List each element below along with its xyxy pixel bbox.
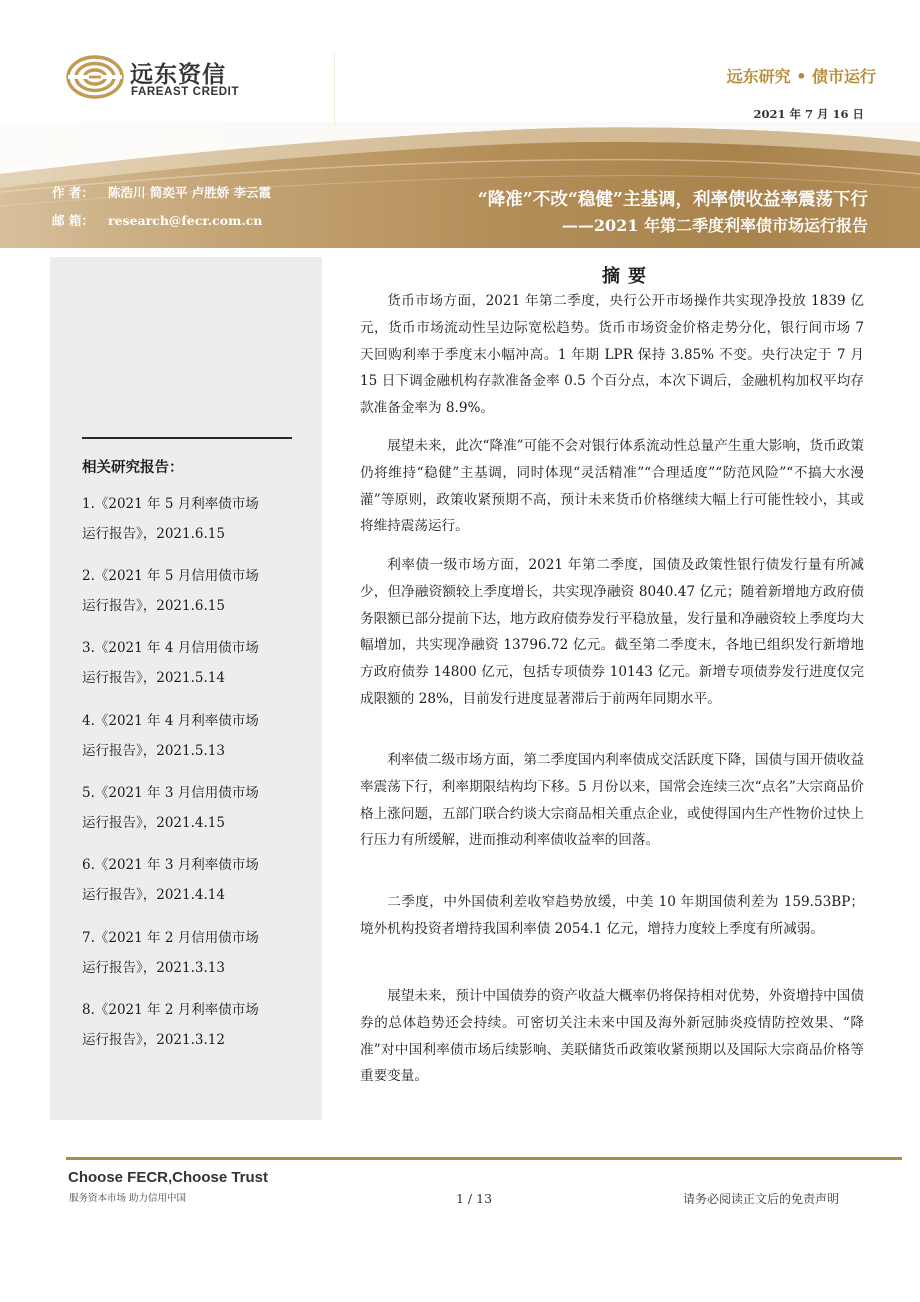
abstract-paragraph: 二季度，中外国债利差收窄趋势放缓，中美 10 年期国债利差为 159.53BP；境外机构投资者增持我国利率债 2054.1 亿元，增持力度较上季度有所减弱。 [360,894,864,937]
related-report-date: 运行报告》，2021.6.15 [82,598,225,614]
author-label: 作 者： [52,185,94,200]
report-subtitle: ——2021 年第二季度利率债市场运行报告 [561,216,868,235]
sidebar-divider [82,437,292,439]
related-report-title: 7.《2021 年 2 月信用债市场 [82,930,259,946]
related-report-date: 运行报告》，2021.5.14 [82,670,225,686]
related-report-date: 运行报告》，2021.4.14 [82,887,225,903]
abstract-paragraph: 展望未来，此次“降准”可能不会对银行体系流动性总量产生重大影响，货币政策仍将维持“稳健”主基调，同时体现“灵活精准”“合理适度”“防范风险”“不搞大水漫灌”等原则，政策收紧预期不高，预计未来货币价格继续大幅上行可能性较小，其或将维持震荡运行。 [360,438,864,535]
abstract-paragraph: 利率债二级市场方面，第二季度国内利率债成交活跃度下降，国债与国开债收益率震荡下行，利率期限结构均下移。5 月份以来，国常会连续三次“点名”大宗商品价格上涨问题，五部门联合约谈大宗商品相关重点企业，或使得国内生产性物价过快上行压力有所缓解，进而推动利率债收益率的回落。 [360,752,864,849]
related-report-title: 1.《2021 年 5 月利率债市场 [82,496,259,512]
footer-disclaimer: 请务必阅读正文后的免责声明 [682,1192,839,1206]
related-report-date: 运行报告》，2021.3.13 [82,960,225,976]
related-report-item[interactable] [82,561,259,621]
abstract-heading: 摘要 [602,266,654,287]
email-label: 邮 箱： [52,213,94,228]
related-report-item[interactable] [82,923,259,983]
report-date: 2021 年 7 月 16 日 [753,107,864,121]
company-name-en: FAREAST CREDIT [131,86,240,98]
related-report-item[interactable] [82,850,259,910]
related-report-title: 3.《2021 年 4 月信用债市场 [82,640,259,656]
company-logo [66,54,246,102]
related-report-item[interactable] [82,489,259,549]
page-number: 1 / 13 [456,1191,493,1206]
related-report-title: 5.《2021 年 3 月信用债市场 [82,785,259,801]
related-report-date: 运行报告》，2021.5.13 [82,743,225,759]
logo-swirl-icon [66,54,124,100]
series-title: 远东研究 • 债市运行 [726,67,876,86]
related-report-title: 2.《2021 年 5 月信用债市场 [82,568,259,584]
abstract-paragraph: 展望未来，预计中国债券的资产收益大概率仍将保持相对优势，外资增持中国债券的总体趋势还会持续。可密切关注未来中国及海外新冠肺炎疫情防控效果、“降准”对中国利率债市场后续影响、美联储货币政策收紧预期以及国际大宗商品价格等重要变量。 [360,988,864,1085]
related-report-date: 运行报告》，2021.6.15 [82,526,225,542]
report-title: “降准”不改“稳健”主基调，利率债收益率震荡下行 [477,190,868,210]
related-report-item[interactable] [82,706,259,766]
abstract-paragraph: 货币市场方面，2021 年第二季度，央行公开市场操作共实现净投放 1839 亿元，货币市场流动性呈边际宽松趋势。货币市场资金价格走势分化，银行间市场 7 天回购利率于季度末小幅冲高。1 年期 LPR 保持 3.85% 不变。央行决定于 7 月 15 日下调金融机构存款准备金率 0.5 个百分点，本次下调后，金融机构加权平均存款准备金率为 8.9%。 [360,293,864,417]
related-report-item[interactable] [82,633,259,693]
footer-slogan: Choose FECR,Choose Trust [68,1169,269,1186]
related-report-item[interactable] [82,778,259,838]
related-report-item[interactable] [82,995,259,1055]
footer-divider [66,1157,902,1160]
related-report-title: 6.《2021 年 3 月利率债市场 [82,857,259,873]
related-report-title: 8.《2021 年 2 月利率债市场 [82,1002,259,1018]
email-address[interactable]: research@fecr.com.cn [108,213,263,228]
author-line [52,183,271,201]
email-line [52,211,262,229]
company-name-cn: 远东资信 [130,62,226,88]
author-names: 陈浩川 简奕平 卢胜娇 李云霞 [108,185,272,200]
abstract-paragraph: 利率债一级市场方面，2021 年第二季度，国债及政策性银行债发行量有所减少，但净融资额较上季度增长，共实现净融资 8040.47 亿元；随着新增地方政府债务限额已部分提前下达，地方政府债券发行平稳放量，发行量和净融资较上季度均大幅增加，共实现净融资 13796.72 亿元。截至第二季度末，各地已组织发行新增地方政府债券 14800 亿元，包括专项债券 10143 亿元。新增专项债券发行进度仅完成限额的 28%，目前发行进度显著滞后于前两年同期水平。 [360,557,864,707]
related-report-date: 运行报告》，2021.4.15 [82,815,225,831]
footer-slogan-sub: 服务资本市场 助力信用中国 [69,1193,187,1204]
related-report-title: 4.《2021 年 4 月利率债市场 [82,713,259,729]
banner-divider [334,52,335,126]
related-reports-heading: 相关研究报告： [82,459,184,476]
related-report-date: 运行报告》，2021.3.12 [82,1032,225,1048]
